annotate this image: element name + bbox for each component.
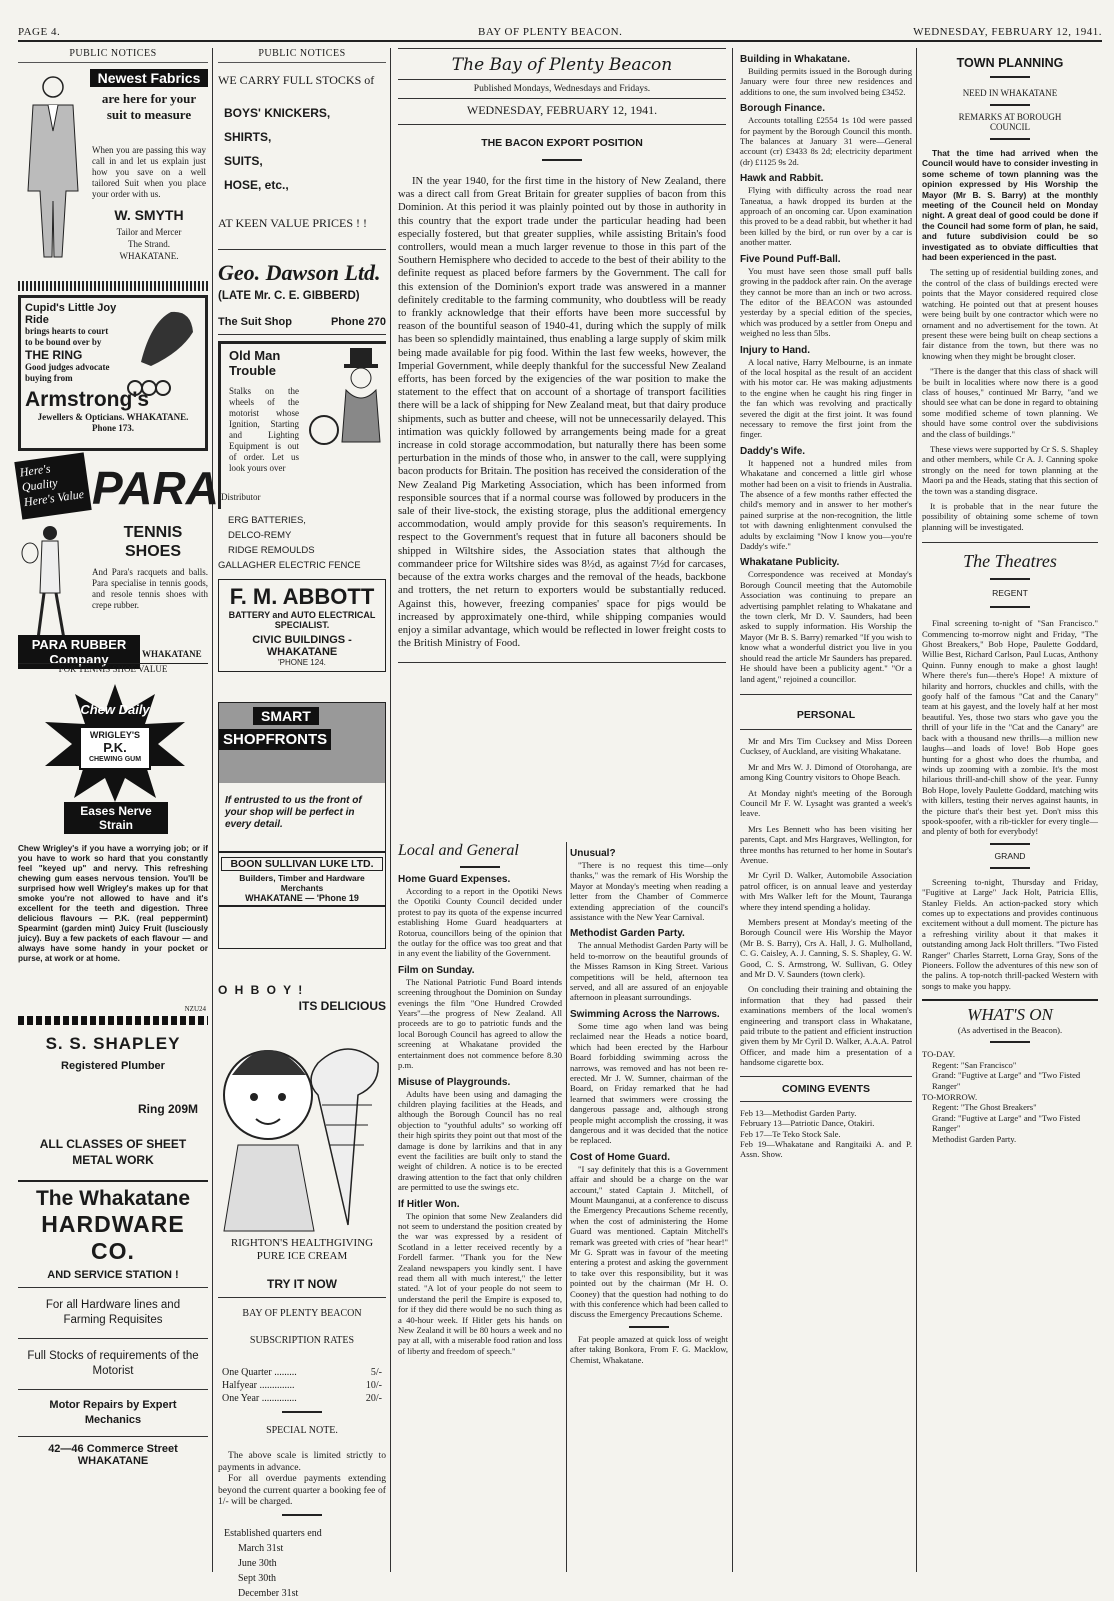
righton-ad bbox=[218, 983, 386, 1283]
tomorrow-item: Grand: "Fugtive at Large" and "Two Fisted Ranger" bbox=[932, 1112, 1081, 1134]
item-heading: Unusual? bbox=[570, 848, 616, 859]
quarters-list bbox=[224, 1526, 386, 1601]
wrigley-top: Chew Daily bbox=[80, 702, 150, 717]
cupid-title: Cupid's Little Joy Ride bbox=[25, 302, 117, 326]
para-product: TENNIS SHOES bbox=[123, 524, 183, 560]
shapley-contact bbox=[18, 1090, 208, 1180]
wrigley-brand: WRIGLEY'S bbox=[89, 730, 141, 740]
fabrics-body: When you are passing this way call in and let us explain just how you save on a well tailored Suit when you place your order with us. bbox=[92, 145, 206, 199]
column-news bbox=[740, 48, 912, 1573]
rate-label: One Year .............. bbox=[222, 1393, 297, 1404]
column-rule bbox=[390, 48, 391, 1572]
column-public-notices-2 bbox=[218, 48, 386, 1599]
hardware-line-3: Motor Repairs by Expert Mechanics bbox=[49, 1399, 177, 1426]
local-items-b bbox=[570, 848, 728, 1365]
regent-body: Final screening to-night of "San Francisco." Commencing to-morrow night and Friday, "The Ghost Breakers," Bob Hope, Paulette Goddard, Willie Best, Richard Carlson, Paul Lucas, Anthony Quinn. Funny enough to make a ghost laugh! Where there's fun—there's Hope! A mixture of hilarity and horrors, chuckles and chills, with the goofy half of the famous "Cat and the Canary" team at his gayest, and the lovely half at her most beautiful. Yes, those two stars who gave you the thrill of your life in the "Cat and the Canary" are back with a thousand new thrills—a million new laughs—and loads of love! Bob Hope goes hunting for a ghost who does the rhumba, and winds up zooming with a zombie. It's the most hilarious thrill-and-chill show of the year. Funny Bob Hope, lovely Paulette Goddard, matching wits with killers, testing their nerves against haunts, in the picture that's their best yet. Don't miss this spook-spoofer, with a rib-tickler for every tingle—and plenty of both for everybody! bbox=[922, 618, 1098, 837]
abbott-box bbox=[218, 579, 386, 672]
hardware-line-1: For all Hardware lines and Farming Requisites bbox=[45, 1299, 181, 1326]
smyth-address: The Strand. bbox=[128, 239, 170, 249]
wrigley-code: NZU24 bbox=[184, 1005, 206, 1013]
dawson-late: (LATE Mr. C. E. GIBBERD) bbox=[218, 290, 360, 302]
armstrong-name: Armstrong's bbox=[25, 388, 150, 411]
paper-flag: The Bay of Plenty Beacon bbox=[451, 55, 673, 75]
hardware-address-1: 42—46 Commerce Street bbox=[48, 1443, 178, 1455]
fabrics-ad bbox=[18, 67, 208, 277]
quarter-item: March 31st bbox=[238, 1542, 284, 1554]
tomorrow-label: TO-MORROW. bbox=[922, 1091, 978, 1102]
hardware-ad bbox=[18, 1180, 208, 1467]
editorial-date: WEDNESDAY, FEBRUARY 12, 1941. bbox=[466, 103, 658, 117]
event-item: February 13—Patriotic Dance, Otakiri. bbox=[740, 1118, 875, 1129]
tennis-player-illustration bbox=[20, 523, 80, 643]
boon-box bbox=[219, 851, 385, 907]
armstrong-ad bbox=[18, 295, 208, 451]
paragraph: Mr and Mrs W. J. Dimond of Otorohanga, are among King Country visitors to Ohope Beach. bbox=[740, 761, 912, 783]
town-lead: That the time had arrived when the Council would have to consider investing in some scheme of town planning was the opinion expressed by His Worship the Mayor (Mr B. S. Barry) at the monthly meeting of the Council held on Monday night. A great deal of good could be done if the Council had some form of plan, he said, and future subdivision could be so investigated as to obviate difficulties that had been experienced in the past. bbox=[922, 148, 1098, 263]
item-heading: Injury to Hand. bbox=[740, 344, 810, 356]
news-items bbox=[740, 54, 912, 684]
shoe-illustration bbox=[131, 302, 201, 372]
para-brand: PARA bbox=[92, 462, 219, 514]
item-body: It happened not a hundred miles from Whakatane and concerned a little girl whose mother had been on a visit to friends in Australia. The absence of a few months rather effected the child's memory and in answer to her mother's pained surprise at the non-recognition, the little tot with dawning enlightenment convulsed the adults by exclaiming "Now I know you—you're Daddy's wife." bbox=[740, 457, 912, 552]
news-item bbox=[570, 848, 728, 922]
para-company: PARA RUBBER Company bbox=[18, 635, 140, 669]
hardware-title-2: HARDWARE CO. bbox=[41, 1211, 185, 1264]
delicious-text: ITS DELICIOUS bbox=[298, 999, 386, 1013]
news-item bbox=[570, 928, 728, 1002]
dawson-footer bbox=[218, 316, 386, 328]
local-title: Local and General bbox=[398, 842, 519, 859]
wrigley-body: Chew Wrigley's if you have a worrying job; or if you have to work so hard that you constantly feel "keyed up" and nervy. This refreshing chewing gum eases nervous tension. You'll be surprised how well Wrigley's makes up for that smoke you're not allowed to have and it's excellent for the teeth and digestion. Three delicious flavours — P.K. (real peppermint) Spearmint (garden mint) Juicy Fruit (lusciously juicy). Buy a few packets of each flavour — and always have some handy in your pocket or purse, at work or at home. bbox=[18, 844, 208, 963]
shopfronts-body: If entrusted to us the front of your shop will be perfect in every detail. bbox=[225, 795, 362, 830]
news-item bbox=[740, 254, 912, 339]
wrigley-pk: P.K. bbox=[103, 740, 127, 755]
distributor-label: Distributor bbox=[221, 492, 261, 502]
whatson-box bbox=[922, 999, 1098, 1144]
cupid-sub: Good judges advocate buying from bbox=[25, 362, 110, 383]
oldman-body: Stalks on the wheels of the motorist whose Ignition, Starting and Lighting Equipment is out of order. Let us look yours over bbox=[229, 386, 299, 473]
column-rule bbox=[732, 48, 733, 1572]
tomorrow-item: Regent: "The Ghost Breakers" bbox=[932, 1102, 1037, 1113]
special-title: SPECIAL NOTE. bbox=[266, 1425, 338, 1436]
local-general-b bbox=[570, 842, 728, 1532]
coming-items bbox=[740, 1108, 912, 1160]
dawson-phone: Phone 270 bbox=[330, 316, 386, 328]
item-body: Accounts totalling £2554 1s 10d were passed for payment by the Borough Council this month. The balances at January 31 were—General account (cr) £3433 8s 2d; electricity department (dr) £1125 9s 2d. bbox=[740, 115, 912, 167]
item-body: Fat people amazed at quick loss of weight after taking Bonkora, From F. G. Macklow, Chemist, Whakatane. bbox=[570, 1333, 728, 1365]
ice-cream-illustration bbox=[218, 1015, 386, 1245]
event-item: Feb 13—Methodist Garden Party. bbox=[740, 1107, 857, 1118]
quarters-title: Established quarters end bbox=[224, 1527, 322, 1539]
item-heading: Hawk and Rabbit. bbox=[740, 173, 824, 185]
gallagher-item: GALLAGHER ELECTRIC FENCE bbox=[218, 560, 361, 571]
paragraph: "There is the danger that this class of shack will be built in localities where now there is a good class of houses," continued Mr Barry, "and we should see what can be done in regard to obtaining some modified scheme of town planning. We should have some control over the subdivisions and the class of buildings." bbox=[922, 366, 1098, 439]
editorial-header bbox=[398, 48, 726, 125]
smyth-name: W. SMYTH bbox=[114, 207, 184, 223]
dawson-prices: AT KEEN VALUE PRICES ! ! bbox=[218, 216, 368, 230]
erg-item: ERG BATTERIES, bbox=[228, 515, 306, 526]
shapley-name: S. S. SHAPLEY bbox=[45, 1034, 181, 1053]
paragraph: At Monday night's meeting of the Borough Council Mr F. W. Lysaght was granted a week's leave. bbox=[740, 787, 912, 819]
oldman-title: Old Man Trouble bbox=[229, 348, 281, 378]
paragraph: The setting up of residential building zones, and the control of the class of buildings erected were points that the Mayor considered required close watching. He pointed out that at present houses were being built by one contractor which were no ornament and no advertisement for the town. At present these were being built on cheap sections a fair distance from the town, but there was no knowing when they might be brought closer. bbox=[922, 267, 1098, 361]
paragraph: Members present at Monday's meeting of the Borough Council were His Worship the Mayor (Mr B. S. Barry), Crs A. Hall, J. G. Mulholland, C. G. Caisley, A. J. Canning, S. S. Shapley, G. W. Good, C. S. Armstrong, W. Sullivan, G. Otley and Mr D. V. Saunders (town clerk). bbox=[740, 917, 912, 980]
hardware-line-2: Full Stocks of requirements of the Motorist bbox=[27, 1350, 199, 1377]
news-item bbox=[740, 54, 912, 97]
news-item bbox=[740, 103, 912, 167]
item-body: Building permits issued in the Borough during January were four three new residences and additions to one, the sum involved being £3452. bbox=[740, 66, 912, 97]
whatson-list bbox=[922, 1049, 1098, 1144]
delco-item: DELCO-REMY bbox=[228, 530, 292, 541]
page-number: PAGE 4. bbox=[18, 26, 61, 38]
item-body: Some time ago when land was being reclaimed near the Heads a notice board, which had been erected by the Harbour Board forbidding swimming across the narrows, was removed and has not been re-erected. Mr J. W. Sumner, chairman of the Board, on Friday remarked that he had learned that swimmers were crossing the dangerous passage and, although strong people might accomplish the crossing, it was dangerous and it was decided that the notice be replaced. bbox=[570, 1020, 728, 1146]
special-body-1: The above scale is limited strictly to payments in advance. bbox=[218, 1450, 386, 1473]
wrigley-nerve: Eases Nerve Strain bbox=[64, 802, 168, 834]
news-item bbox=[740, 173, 912, 247]
whatson-title: WHAT'S ON bbox=[967, 1005, 1053, 1025]
tailor-man-illustration bbox=[18, 71, 88, 261]
smyth-trade: Tailor and Mercer bbox=[116, 227, 182, 237]
abbott-phone: 'PHONE 124. bbox=[278, 658, 326, 667]
shapley-phone: Ring 209M bbox=[137, 1102, 198, 1116]
item-heading: Five Pound Puff-Ball. bbox=[740, 253, 841, 265]
column-rule bbox=[566, 842, 567, 1572]
item-heading: Methodist Garden Party. bbox=[570, 928, 685, 940]
item-body: Correspondence was received at Monday's Borough Council meeting that the Automobile Association was continuing to prepare an advertising pamphlet relating to Whakatane and the town clerk, Mr D. V. Saunders, had been asked to supply information. His Worship the Mayor (Mr B. S. Barry) remarked "If you wish to know what a wonderful district you live in you should read the article Mr Saunders has prepared. He should have been a publicity agent." "Or a land agent," rejoined a councillor. bbox=[740, 569, 912, 684]
published-line: Published Mondays, Wednesdays and Fridays. bbox=[473, 84, 651, 94]
local-general-a bbox=[398, 842, 562, 1532]
righton-text: RIGHTON'S HEALTHGIVING PURE ICE CREAM bbox=[230, 1237, 374, 1262]
today-item: Grand: "Fugtive at Large" and "Two Fisted Ranger" bbox=[932, 1070, 1081, 1091]
abbott-trouble-ad bbox=[218, 341, 386, 509]
item-heading: Building in Whakatane. bbox=[740, 54, 851, 65]
rate-row bbox=[218, 1366, 386, 1379]
rate-row bbox=[218, 1392, 386, 1405]
abbott-products bbox=[218, 513, 386, 573]
para-footer: FOR TENNIS SHOE VALUE bbox=[18, 663, 208, 675]
editorial-headline: THE BACON EXPORT POSITION bbox=[481, 137, 643, 149]
cupid-body: brings hearts to court to be bound over by bbox=[25, 326, 109, 347]
tomorrow-item: Methodist Garden Party. bbox=[932, 1133, 1017, 1144]
news-item bbox=[398, 1077, 562, 1193]
paragraph: Mr and Mrs Tim Cucksey and Miss Doreen Cucksey, of Auckland, are visiting Whakatane. bbox=[740, 735, 912, 757]
item-heading: If Hitler Won. bbox=[398, 1198, 460, 1210]
quarter-item: June 30th bbox=[238, 1557, 277, 1569]
item-body: Flying with difficulty across the road near Taneatua, a hawk dropped its burden at the approach of an oncoming car. Upon examination this proved to be a dead rabbit, but whether it had been killed by the bird, or run over by a car is another matter. bbox=[740, 185, 912, 248]
section-label: PUBLIC NOTICES bbox=[218, 48, 386, 63]
news-item bbox=[740, 557, 912, 683]
page-header bbox=[18, 26, 1102, 42]
column-rule bbox=[212, 48, 213, 1572]
paper-name: BAY OF PLENTY BEACON. bbox=[478, 26, 623, 38]
town-need: NEED IN WHAKATANE bbox=[962, 88, 1058, 98]
dawson-item-4: HOSE, etc., bbox=[224, 178, 289, 192]
town-paragraphs bbox=[922, 267, 1098, 532]
news-item bbox=[570, 1152, 728, 1320]
fabrics-tagline: are here for your suit to measure bbox=[101, 91, 197, 122]
ohboy-text: O H B O Y ! bbox=[218, 983, 305, 997]
wrigley-gum: CHEWING GUM bbox=[88, 756, 142, 763]
ornamental-rule bbox=[18, 281, 208, 291]
special-body-2: For all overdue payments extending beyond the current quarter a booking fee of 1/- will be charged. bbox=[218, 1473, 386, 1507]
news-item bbox=[570, 1334, 728, 1365]
tryit-text: TRY IT NOW bbox=[267, 1277, 337, 1291]
item-heading: Home Guard Expenses. bbox=[398, 874, 511, 885]
armstrong-sub: Jewellers & Opticians. WHAKATANE. Phone 173. bbox=[37, 412, 189, 433]
boon-name: BOON SULLIVAN LUKE LTD. bbox=[221, 857, 383, 871]
shapley-work: ALL CLASSES OF SHEET METAL WORK bbox=[39, 1137, 187, 1167]
grand-title: GRAND bbox=[994, 850, 1026, 861]
ridge-item: RIDGE REMOULDS bbox=[228, 545, 315, 556]
town-remarks: REMARKS AT BOROUGH COUNCIL bbox=[958, 112, 1062, 132]
item-body: "I say definitely that this is a Government affair and should be a charge on the war account," stated Captain J. Mitchell, of Mount Maunganui, at a conference to discuss the Emergency Precautions Scheme recently, when the cost of administering the Home Guard was mentioned. Captain Mitchell's remark was greeted with cries of "hear hear!" Mr G. Spratt was in favour of the meeting entering a protest and asking the government to take over this responsibility, but it was pointed out by the chairman (Mr H. O. Cooney) that the question had nothing to do with this conference which had been called to discuss the Emergency Precautions Scheme. bbox=[570, 1163, 728, 1320]
paragraph: These views were supported by Cr S. S. Shapley and other members, while Cr A. J. Canning spoke strongly on the need for town planning at the Maori pa and the Heads, stating that this section of the town was a standing disgrace. bbox=[922, 443, 1098, 496]
item-body: According to a report in the Opotiki News the Opotiki County Council decided under protest to pay its quota of the expense incurred establishing Home Guard headquarters at Rotorua, councillors being of the opinion that the outlay for the office was too great and that in any event the liability of the Government. bbox=[398, 886, 562, 959]
dawson-name: Geo. Dawson Ltd. bbox=[218, 260, 381, 285]
news-item bbox=[398, 874, 562, 959]
coming-title: COMING EVENTS bbox=[781, 1082, 871, 1095]
regent-title: REGENT bbox=[992, 588, 1028, 599]
rate-row bbox=[218, 1379, 386, 1392]
abbott-name: F. M. ABBOTT bbox=[229, 584, 375, 609]
boon-town: WHAKATANE — 'Phone 19 bbox=[245, 893, 359, 903]
column-rule bbox=[916, 48, 917, 1572]
wrigley-ad bbox=[18, 682, 208, 1112]
item-body: "There is no request this time—only thanks," was the remark of His Worship the Mayor at Monday's meeting when reading a letter from the Chamber of Commerce extending appreciation of the council's assistance with the New Year Carnival. bbox=[570, 860, 728, 923]
hardware-station: AND SERVICE STATION ! bbox=[47, 1269, 179, 1281]
dawson-stocks: WE CARRY FULL STOCKS of bbox=[218, 73, 375, 87]
shopfronts-ad bbox=[218, 702, 386, 949]
item-body: The annual Methodist Garden Party will be held to-morrow on the beautiful grounds of the Misses Ramson in King Street. Various competitions will be held, afternoon tea served, and all are assured of an enjoyable afternoon in pleasant surroundings. bbox=[570, 940, 728, 1003]
shopfronts-title: SHOPFRONTS bbox=[219, 729, 331, 750]
section-label: PUBLIC NOTICES bbox=[18, 48, 208, 63]
item-heading: Borough Finance. bbox=[740, 103, 825, 115]
rate-value: 5/- bbox=[370, 1367, 382, 1378]
editorial-story: IN the year 1940, for the first time in the history of New Zealand, there was a direct call from Great Britain for greater supplies of bacon from this Dominion. At this period it was plainly pointed out by those in authority in this country that the export trade under the particular heading had been especially fostered, but that greater supplies, while assisting Britain's food controllers, would mean a much larger revenue to those in this part of the Southern Hemisphere who decided to accede to the best of their ability to the definite request as placed before farmers by the Government. The call for this extension of the Dominion's export trade was answered in a manner definitely creditable to the farming community, who doubtless will be ready to frankly acknowledge that their efforts have been more successful by reason of the bountiful season of 1940-41, during which the supply of milk has been so splendidly maintained, thus enabling a large supply of skim milk being made available for pig food. Within the last few weeks, however, the Imperial Government, while deeply thankful for the successful New Zealand efforts, has been forced by the exigencies of the war position to make the statement to the effect that on account of a shortage of transport facilities there will be a lack of shipping for New Zealand meat, but that dairy produce shipments, such as butter and cheese, will not be unnecessarily delayed. This intimation was quickly followed by arrangements being made for a great increase in cold storage accommodation, but naturally there has been some perturbation in the minds of those who, in answer to the call, were supplying bacon products for Britain. The position has received the consideration of the New Zealand Pig Marketing Association, which has been informed from responsible sources that if a normal course was followed by producers in the sale of their live-stock, the existing storage, plus the additional emergency accommodation, would amply provide for this season's requirements. In respect to the Government's request that in future all baconers should be shipped in Wiltshire sides, the Association states that although the commandeer price for Wiltshire sides was 8½d, as against 7½d for carcases, because of the extra works charges and the removal of the heads, backbone and trotters, the net return to exporters would be substantially reduced. Against this, however, freezing companies' space for pigs would be increased by approximately one-third, while shipping companies would enjoy a similar advantage, which would be reflected in lower freight costs to the British Ministry of Food. bbox=[398, 176, 726, 650]
para-town: WHAKATANE bbox=[142, 649, 202, 659]
event-item: Feb 17—Te Teko Stock Sale. bbox=[740, 1128, 841, 1139]
rate-value: 20/- bbox=[365, 1393, 382, 1404]
item-heading: Whakatane Publicity. bbox=[740, 557, 840, 569]
item-heading: Film on Sunday. bbox=[398, 964, 475, 976]
news-item bbox=[740, 345, 912, 440]
dawson-item-1: BOYS' KNICKERS, bbox=[224, 106, 331, 120]
para-ad bbox=[18, 457, 219, 682]
rates-table bbox=[218, 1366, 386, 1405]
item-body: You must have seen those small puff balls growing in the paddock after rain. On the average they cannot be more than an inch or two across. The editor of the BEACON was astounded yesterday by a special edition of the species, which was produced by a settler from Onepu and weighed no less than 5lbs. bbox=[740, 265, 912, 339]
rate-label: Halfyear .............. bbox=[222, 1380, 295, 1391]
smyth-town: WHAKATANE. bbox=[119, 251, 179, 261]
abbott-address: CIVIC BUILDINGS - WHAKATANE bbox=[252, 634, 352, 658]
news-item bbox=[740, 446, 912, 552]
dawson-item-2: SHIRTS, bbox=[224, 130, 272, 144]
paragraph: It is probable that in the near future the possibility of obtaining some scheme of town planning will be investigated. bbox=[922, 501, 1098, 532]
quarter-item: December 31st bbox=[238, 1587, 299, 1599]
subs-paper: BAY OF PLENTY BEACON bbox=[242, 1308, 362, 1319]
para-slogan: Here's Quality Here's Value bbox=[14, 452, 91, 519]
fabrics-title: Newest Fabrics bbox=[90, 69, 208, 87]
whatson-advertised: (As advertised in the Beacon). bbox=[957, 1025, 1063, 1036]
para-body: And Para's racquets and balls. Para specialise in tennis goods, and resole tennis shoes with crepe rubber. bbox=[92, 567, 208, 610]
dawson-shop: The Suit Shop bbox=[218, 316, 292, 328]
paragraph: Mr Cyril D. Walker, Automobile Association patrol officer, is on annual leave and yesterday with Mrs Walker left for the Mount, Tauranga where they intend spending a holiday. bbox=[740, 870, 912, 912]
column-public-notices-1 bbox=[18, 48, 219, 1573]
item-heading: Swimming Across the Narrows. bbox=[570, 1008, 720, 1020]
smart-sign: SMART bbox=[253, 707, 319, 725]
item-body: The National Patriotic Fund Board intends screening throughout the Dominion on Sunday evenings the film "One Hundred Crowded Years"—the progress of New Zealand. All proceeds are to go to patriotic funds and the local Borough Council has agreed to allow the screening at Whakatane provided the entertainment does not commence before 8.30 p.m. bbox=[398, 976, 562, 1071]
old-man-illustration bbox=[306, 346, 386, 446]
event-item: Feb 19—Whakatane and Rangitaiki A. and P. Assn. Show. bbox=[740, 1138, 912, 1160]
grand-body: Screening to-night, Thursday and Friday, "Fugitive at Large" Jack Holt, Patricia Ellis, Stanley Fields. An action-packed story which comes up to expectations and provides continuous excitement without a dull moment. The picture has a refreshing virility about it that makes it outstanding among Jack Holt thrillers. "Two Fisted Ranger" Charles Starrett, Lorna Gray, Sons of the Pioneers. Follow the adventures of this new son of the palins. A top-notch thrill-packed Western with songs to make you happy. bbox=[922, 876, 1098, 991]
hardware-address-2: WHAKATANE bbox=[77, 1455, 149, 1467]
item-heading: Daddy's Wife. bbox=[740, 445, 806, 457]
quarter-item: Sept 30th bbox=[238, 1572, 277, 1584]
theatres-title: The Theatres bbox=[963, 551, 1057, 572]
subs-title: SUBSCRIPTION RATES bbox=[249, 1335, 355, 1346]
paragraph: On concluding their training and obtaining the information that they had passed their examinations members of the local women's engineering and transport class in Whakatane, paid tribute to the patient and efficient instruction given them by Mr Cyril D. Walker, A.A.A. Patrol Officer, and made him a presentation of a handsome cigarette box. bbox=[740, 984, 912, 1068]
item-body: The opinion that some New Zealanders did not seem to understand the position created by the war was expressed by a resident of Scotland in a letter received recently by a Fordell farmer. "Thank you for the New Zealand newspapers you kindly sent. I have read them all with much interest," the letter stated. "A lot of your people do not seem to understand the peril the Empire is exposed to, for if they did there would be no such thing as a 40-hour week. If Hitler gets his hands on New Zealand it will be 80 hours a week and no pay at all, with a miserable food ration and loss of liberty and freedom of speech." bbox=[398, 1210, 562, 1356]
rate-label: One Quarter ......... bbox=[222, 1367, 297, 1378]
item-body: Adults have been using and damaging the children playing facilities at the Heads, and although the Borough Council has no real objection to "youthful adults" so working off their high spirits they point out that most of the damage is done by larrikins and that in any event the facilities are built only to stand the weight of children. A notice is to be erected drawing attention to the fact that only children are permitted to use the swings etc. bbox=[398, 1088, 562, 1193]
hardware-title-1: The Whakatane bbox=[35, 1187, 191, 1210]
boon-sub: Builders, Timber and Hardware Merchants bbox=[239, 873, 365, 893]
issue-date: WEDNESDAY, FEBRUARY 12, 1941. bbox=[913, 26, 1102, 38]
today-label: TO-DAY. bbox=[922, 1049, 956, 1060]
shapley-trade: Registered Plumber bbox=[61, 1060, 165, 1072]
paragraph: Mrs Les Bennett who has been visiting her parents, Capt. and Mrs Hargraves, Wellington, for three months has returned to her home in Soutar's Avenue. bbox=[740, 823, 912, 865]
abbott-sub: BATTERY and AUTO ELECTRICAL SPECIALIST. bbox=[228, 610, 376, 630]
column-town-theatres bbox=[922, 48, 1098, 1573]
item-heading: Cost of Home Guard. bbox=[570, 1151, 671, 1163]
local-items-a bbox=[398, 874, 562, 1356]
rate-value: 10/- bbox=[365, 1380, 382, 1391]
cupid-ring: THE RING bbox=[25, 348, 83, 362]
news-item bbox=[570, 1009, 728, 1146]
today-item: Regent: "San Francisco" bbox=[932, 1059, 1017, 1070]
town-title: TOWN PLANNING bbox=[956, 56, 1064, 70]
item-heading: Misuse of Playgrounds. bbox=[398, 1076, 511, 1088]
dawson-item-3: SUITS, bbox=[224, 154, 263, 168]
news-item bbox=[398, 1199, 562, 1357]
news-item bbox=[398, 965, 562, 1071]
triangle-rule bbox=[18, 1016, 208, 1025]
personal-items bbox=[740, 736, 912, 1068]
personal-title: PERSONAL bbox=[796, 708, 856, 721]
item-body: A local native, Harry Melbourne, is an inmate of the local hospital as the result of an accident with his motor car. He was making adjustments to the engine when he caught his ring finger in the fan which was revolving and practically severed the digit at the first joint. It was found necessary to remove the first joint from the finger. bbox=[740, 356, 912, 440]
ring-chain-icon bbox=[125, 378, 185, 398]
